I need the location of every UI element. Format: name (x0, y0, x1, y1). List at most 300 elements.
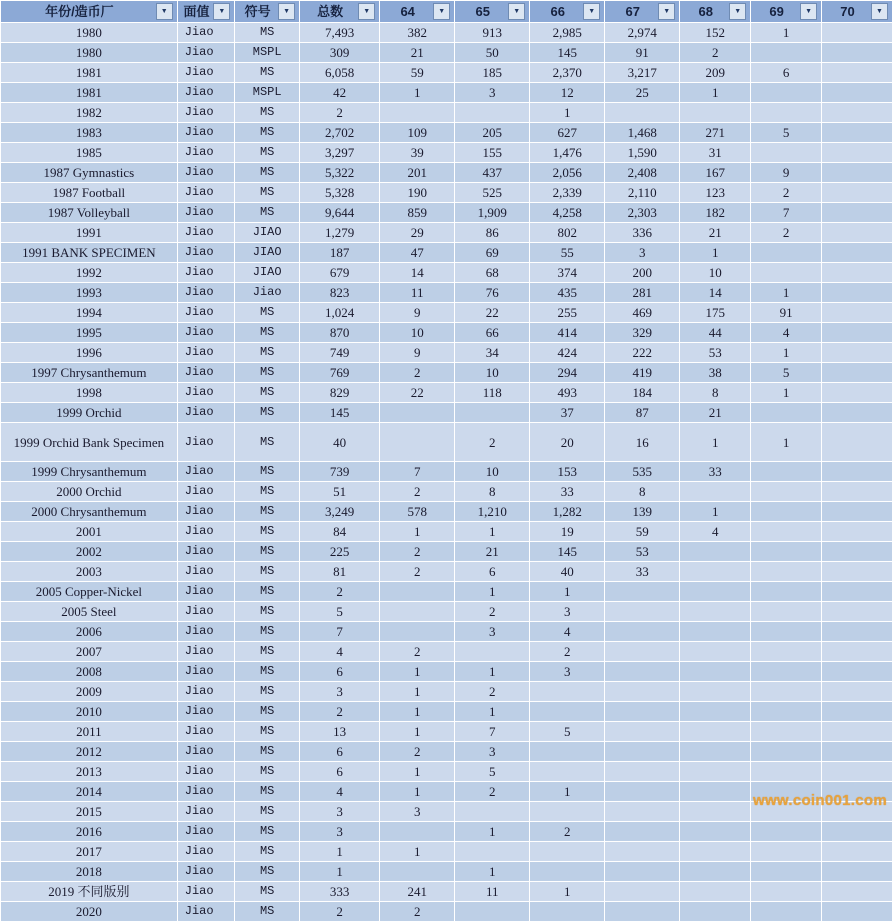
table-row (1, 842, 893, 862)
cell-1: Jiao (177, 542, 235, 562)
cell-10 (822, 842, 893, 862)
cell-7: 91 (605, 43, 680, 63)
cell-3: 769 (300, 363, 380, 383)
cell-3: 1 (300, 842, 380, 862)
cell-7 (605, 802, 680, 822)
cell-7: 3,217 (605, 63, 680, 83)
cell-0: 1987 Football (1, 183, 178, 203)
cell-5: 1 (455, 822, 530, 842)
cell-5: 8 (455, 482, 530, 502)
cell-7: 336 (605, 223, 680, 243)
cell-4: 109 (380, 123, 455, 143)
cell-3: 42 (300, 83, 380, 103)
column-header-label: 70 (840, 4, 855, 19)
cell-0: 2015 (1, 802, 178, 822)
cell-8: 1 (680, 502, 751, 522)
cell-1: Jiao (177, 143, 235, 163)
cell-1: Jiao (177, 802, 235, 822)
cell-6: 802 (530, 223, 605, 243)
cell-7: 419 (605, 363, 680, 383)
cell-2: MS (235, 203, 300, 223)
column-header-label: 68 (698, 4, 713, 19)
cell-5: 10 (455, 363, 530, 383)
cell-0: 2005 Steel (1, 602, 178, 622)
cell-0: 2013 (1, 762, 178, 782)
chevron-down-icon[interactable]: ▼ (729, 3, 746, 20)
cell-8: 10 (680, 263, 751, 283)
cell-8 (680, 802, 751, 822)
cell-3: 13 (300, 722, 380, 742)
cell-10 (822, 802, 893, 822)
cell-5: 2 (455, 782, 530, 802)
cell-10 (822, 403, 893, 423)
table-row (1, 542, 893, 562)
cell-6: 2,370 (530, 63, 605, 83)
cell-9 (751, 43, 822, 63)
cell-5: 3 (455, 622, 530, 642)
cell-1: Jiao (177, 862, 235, 882)
cell-1: Jiao (177, 23, 235, 43)
cell-4 (380, 602, 455, 622)
chevron-down-icon[interactable]: ▼ (358, 3, 375, 20)
cell-10 (822, 782, 893, 802)
cell-8 (680, 482, 751, 502)
cell-8 (680, 902, 751, 922)
cell-9 (751, 642, 822, 662)
cell-6: 33 (530, 482, 605, 502)
table-row (1, 423, 893, 462)
cell-7: 469 (605, 303, 680, 323)
cell-10 (822, 502, 893, 522)
cell-8 (680, 702, 751, 722)
cell-0: 1993 (1, 283, 178, 303)
cell-2: JIAO (235, 263, 300, 283)
cell-5: 10 (455, 462, 530, 482)
cell-8: 38 (680, 363, 751, 383)
cell-0: 1985 (1, 143, 178, 163)
cell-1: Jiao (177, 283, 235, 303)
table-row (1, 343, 893, 363)
cell-9 (751, 263, 822, 283)
cell-10 (822, 23, 893, 43)
cell-2: MS (235, 383, 300, 403)
cell-5: 155 (455, 143, 530, 163)
table-row (1, 63, 893, 83)
cell-4: 1 (380, 662, 455, 682)
cell-4: 241 (380, 882, 455, 902)
cell-2: MS (235, 522, 300, 542)
column-header-label: 符号 (244, 4, 271, 19)
cell-9 (751, 602, 822, 622)
cell-5: 525 (455, 183, 530, 203)
cell-10 (822, 542, 893, 562)
cell-7: 25 (605, 83, 680, 103)
cell-0: 2018 (1, 862, 178, 882)
cell-2: MS (235, 822, 300, 842)
cell-1: Jiao (177, 423, 235, 462)
cell-8: 175 (680, 303, 751, 323)
cell-9 (751, 822, 822, 842)
column-header-label: 69 (769, 4, 784, 19)
cell-7 (605, 722, 680, 742)
cell-6 (530, 702, 605, 722)
cell-3: 3 (300, 802, 380, 822)
cell-10 (822, 822, 893, 842)
table-row (1, 862, 893, 882)
cell-1: Jiao (177, 462, 235, 482)
cell-1: Jiao (177, 223, 235, 243)
cell-6: 12 (530, 83, 605, 103)
cell-7: 2,408 (605, 163, 680, 183)
cell-2: MS (235, 123, 300, 143)
table-row (1, 203, 893, 223)
cell-5: 68 (455, 263, 530, 283)
cell-6: 2 (530, 822, 605, 842)
cell-0: 1997 Chrysanthemum (1, 363, 178, 383)
cell-9: 1 (751, 383, 822, 403)
cell-9 (751, 502, 822, 522)
cell-0: 2002 (1, 542, 178, 562)
cell-3: 5,328 (300, 183, 380, 203)
cell-9 (751, 462, 822, 482)
cell-9 (751, 83, 822, 103)
cell-9 (751, 882, 822, 902)
cell-3: 84 (300, 522, 380, 542)
table-row (1, 562, 893, 582)
cell-1: Jiao (177, 343, 235, 363)
table-row (1, 403, 893, 423)
cell-8: 8 (680, 383, 751, 403)
cell-0: 1980 (1, 43, 178, 63)
cell-7: 3 (605, 243, 680, 263)
table-row (1, 902, 893, 922)
cell-9 (751, 722, 822, 742)
cell-7: 16 (605, 423, 680, 462)
chevron-down-icon[interactable]: ▼ (583, 3, 600, 20)
cell-5: 1 (455, 582, 530, 602)
column-header-5 (455, 1, 530, 23)
chevron-down-icon[interactable]: ▼ (658, 3, 675, 20)
cell-7: 8 (605, 482, 680, 502)
cell-3: 6 (300, 742, 380, 762)
cell-1: Jiao (177, 83, 235, 103)
cell-1: Jiao (177, 502, 235, 522)
cell-7: 200 (605, 263, 680, 283)
cell-3: 3,297 (300, 143, 380, 163)
cell-0: 2019 不同版别 (1, 882, 178, 902)
cell-8 (680, 582, 751, 602)
table-row (1, 582, 893, 602)
cell-9 (751, 862, 822, 882)
cell-1: Jiao (177, 562, 235, 582)
cell-1: Jiao (177, 43, 235, 63)
chevron-down-icon[interactable]: ▼ (278, 3, 295, 20)
cell-3: 7 (300, 622, 380, 642)
chevron-down-icon[interactable]: ▼ (508, 3, 525, 20)
cell-7 (605, 782, 680, 802)
cell-7: 53 (605, 542, 680, 562)
cell-7: 2,303 (605, 203, 680, 223)
cell-6: 145 (530, 542, 605, 562)
table-row (1, 802, 893, 822)
cell-1: Jiao (177, 103, 235, 123)
cell-3: 225 (300, 542, 380, 562)
cell-4: 2 (380, 482, 455, 502)
table-row (1, 83, 893, 103)
cell-3: 829 (300, 383, 380, 403)
cell-5 (455, 403, 530, 423)
cell-2: MS (235, 423, 300, 462)
cell-0: 2016 (1, 822, 178, 842)
cell-4: 1 (380, 682, 455, 702)
cell-8 (680, 862, 751, 882)
cell-5: 50 (455, 43, 530, 63)
cell-3: 333 (300, 882, 380, 902)
cell-9 (751, 742, 822, 762)
cell-9 (751, 682, 822, 702)
cell-3: 3 (300, 822, 380, 842)
table-row (1, 622, 893, 642)
cell-6: 145 (530, 43, 605, 63)
cell-3: 51 (300, 482, 380, 502)
cell-10 (822, 562, 893, 582)
cell-6: 1,476 (530, 143, 605, 163)
cell-2: MS (235, 23, 300, 43)
cell-10 (822, 742, 893, 762)
cell-7 (605, 642, 680, 662)
cell-4: 7 (380, 462, 455, 482)
cell-3: 3,249 (300, 502, 380, 522)
cell-2: MS (235, 662, 300, 682)
cell-6: 40 (530, 562, 605, 582)
cell-0: 2009 (1, 682, 178, 702)
cell-9 (751, 143, 822, 163)
cell-3: 2 (300, 702, 380, 722)
cell-6: 4 (530, 622, 605, 642)
cell-8 (680, 762, 751, 782)
cell-8 (680, 103, 751, 123)
cell-7 (605, 862, 680, 882)
cell-10 (822, 722, 893, 742)
cell-3: 4 (300, 782, 380, 802)
cell-4 (380, 862, 455, 882)
cell-4: 10 (380, 323, 455, 343)
cell-8: 33 (680, 462, 751, 482)
cell-6: 424 (530, 343, 605, 363)
cell-0: 1983 (1, 123, 178, 143)
cell-0: 1995 (1, 323, 178, 343)
cell-4: 2 (380, 363, 455, 383)
column-header-10 (822, 1, 893, 23)
cell-9: 1 (751, 423, 822, 462)
cell-7: 59 (605, 522, 680, 542)
cell-1: Jiao (177, 203, 235, 223)
cell-0: 2006 (1, 622, 178, 642)
cell-1: Jiao (177, 383, 235, 403)
cell-7 (605, 662, 680, 682)
cell-6: 2,985 (530, 23, 605, 43)
cell-5: 66 (455, 323, 530, 343)
chevron-down-icon[interactable]: ▼ (156, 3, 173, 20)
cell-5: 3 (455, 83, 530, 103)
cell-2: MS (235, 622, 300, 642)
cell-0: 1982 (1, 103, 178, 123)
cell-7: 139 (605, 502, 680, 522)
cell-2: MS (235, 403, 300, 423)
cell-6: 627 (530, 123, 605, 143)
cell-4: 1 (380, 842, 455, 862)
chevron-down-icon[interactable]: ▼ (871, 3, 888, 20)
cell-9: 4 (751, 323, 822, 343)
cell-9 (751, 622, 822, 642)
cell-4: 190 (380, 183, 455, 203)
column-header-2 (235, 1, 300, 23)
cell-4 (380, 403, 455, 423)
cell-10 (822, 223, 893, 243)
table-row (1, 502, 893, 522)
cell-2: MS (235, 562, 300, 582)
chevron-down-icon[interactable]: ▼ (800, 3, 817, 20)
cell-1: Jiao (177, 363, 235, 383)
table-row (1, 303, 893, 323)
cell-2: JIAO (235, 243, 300, 263)
cell-10 (822, 183, 893, 203)
cell-0: 1980 (1, 23, 178, 43)
table-row (1, 183, 893, 203)
cell-2: MS (235, 363, 300, 383)
cell-9 (751, 562, 822, 582)
cell-3: 2,702 (300, 123, 380, 143)
column-header-4 (380, 1, 455, 23)
cell-7: 222 (605, 343, 680, 363)
cell-10 (822, 602, 893, 622)
cell-8: 14 (680, 283, 751, 303)
cell-6: 2,056 (530, 163, 605, 183)
cell-8: 182 (680, 203, 751, 223)
column-header-0 (1, 1, 178, 23)
cell-8 (680, 602, 751, 622)
cell-10 (822, 882, 893, 902)
cell-10 (822, 63, 893, 83)
cell-1: Jiao (177, 702, 235, 722)
cell-5: 1,210 (455, 502, 530, 522)
cell-1: Jiao (177, 482, 235, 502)
cell-6 (530, 682, 605, 702)
cell-0: 2003 (1, 562, 178, 582)
cell-4: 3 (380, 802, 455, 822)
cell-1: Jiao (177, 622, 235, 642)
cell-5: 205 (455, 123, 530, 143)
cell-9: 2 (751, 183, 822, 203)
table-body (1, 23, 893, 922)
chevron-down-icon[interactable]: ▼ (433, 3, 450, 20)
cell-5: 437 (455, 163, 530, 183)
cell-0: 1992 (1, 263, 178, 283)
cell-0: 1999 Chrysanthemum (1, 462, 178, 482)
cell-8 (680, 642, 751, 662)
table-row (1, 662, 893, 682)
cell-9 (751, 842, 822, 862)
column-header-7 (605, 1, 680, 23)
cell-4: 2 (380, 902, 455, 922)
cell-3: 81 (300, 562, 380, 582)
cell-9: 5 (751, 363, 822, 383)
cell-10 (822, 243, 893, 263)
cell-2: MS (235, 642, 300, 662)
cell-7 (605, 822, 680, 842)
cell-10 (822, 143, 893, 163)
cell-1: Jiao (177, 243, 235, 263)
cell-8: 21 (680, 403, 751, 423)
cell-7 (605, 602, 680, 622)
table-row (1, 223, 893, 243)
cell-8: 1 (680, 423, 751, 462)
cell-0: 2001 (1, 522, 178, 542)
cell-9: 1 (751, 23, 822, 43)
table-row (1, 722, 893, 742)
cell-6 (530, 762, 605, 782)
cell-8 (680, 542, 751, 562)
cell-0: 2014 (1, 782, 178, 802)
cell-5: 913 (455, 23, 530, 43)
table-row (1, 882, 893, 902)
cell-8: 152 (680, 23, 751, 43)
cell-6: 1 (530, 882, 605, 902)
cell-7 (605, 103, 680, 123)
cell-9: 9 (751, 163, 822, 183)
cell-6: 3 (530, 662, 605, 682)
cell-9 (751, 403, 822, 423)
cell-10 (822, 762, 893, 782)
cell-2: MSPL (235, 83, 300, 103)
cell-4: 14 (380, 263, 455, 283)
cell-3: 2 (300, 582, 380, 602)
cell-2: MS (235, 902, 300, 922)
cell-9: 7 (751, 203, 822, 223)
cell-6: 1 (530, 782, 605, 802)
cell-6: 20 (530, 423, 605, 462)
table-row (1, 23, 893, 43)
cell-8 (680, 882, 751, 902)
cell-2: MS (235, 542, 300, 562)
cell-3: 823 (300, 283, 380, 303)
cell-10 (822, 363, 893, 383)
table-row (1, 822, 893, 842)
table-row (1, 682, 893, 702)
cell-4: 21 (380, 43, 455, 63)
cell-10 (822, 522, 893, 542)
cell-6 (530, 902, 605, 922)
column-header-6 (530, 1, 605, 23)
chevron-down-icon[interactable]: ▼ (213, 3, 230, 20)
cell-10 (822, 343, 893, 363)
column-header-8 (680, 1, 751, 23)
cell-9 (751, 802, 822, 822)
cell-9 (751, 542, 822, 562)
cell-7 (605, 762, 680, 782)
cell-4: 11 (380, 283, 455, 303)
cell-9: 1 (751, 343, 822, 363)
column-header-label: 总数 (317, 4, 344, 19)
cell-3: 9,644 (300, 203, 380, 223)
cell-2: MS (235, 602, 300, 622)
cell-1: Jiao (177, 263, 235, 283)
cell-0: 1991 (1, 223, 178, 243)
watermark: www.coin001.com (753, 792, 887, 809)
cell-6: 4,258 (530, 203, 605, 223)
cell-4 (380, 103, 455, 123)
cell-1: Jiao (177, 323, 235, 343)
